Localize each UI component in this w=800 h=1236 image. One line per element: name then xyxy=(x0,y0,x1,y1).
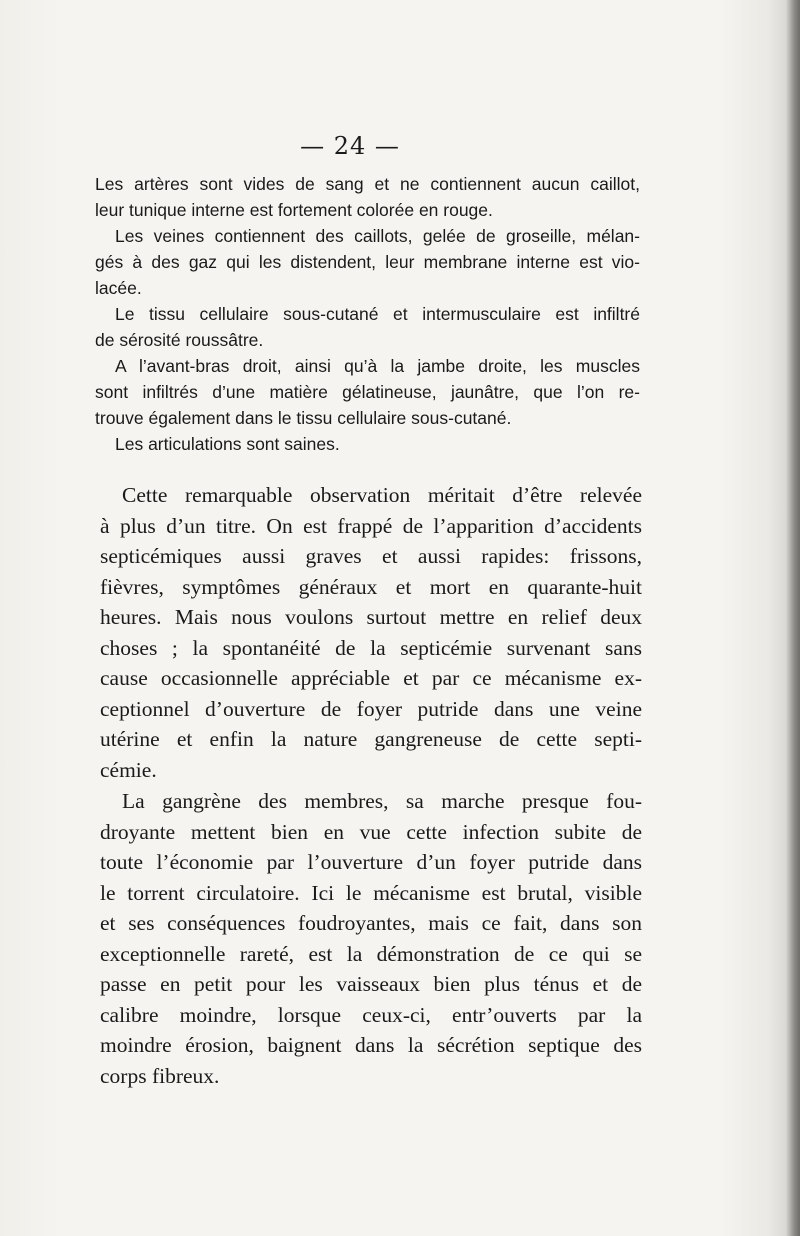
text-line: gés à des gaz qui les distendent, leur membrane interne est vio- xyxy=(95,252,640,272)
text-line: ceptionnel d’ouverture de foyer putride dans une veine xyxy=(100,696,642,721)
text-line: passe en petit pour les vaisseaux bien plus ténus et de xyxy=(100,972,642,996)
text-line: utérine et enfin la nature gangreneuse de cette septi- xyxy=(100,727,642,751)
text-line: Les articulations sont saines. xyxy=(115,434,340,454)
text-line: de sérosité roussâtre. xyxy=(95,330,264,350)
text-line: à plus d’un titre. On est frappé de l’apparition d’accidents xyxy=(100,513,642,538)
text-line: fièvres, symptômes généraux et mort en quarante-huit xyxy=(100,574,642,599)
text-line: droyante mettent bien en vue cette infection subite de xyxy=(100,819,642,844)
autopsy-findings xyxy=(95,171,640,457)
text-line: exceptionnelle rareté, est la démonstration de ce qui se xyxy=(100,941,642,966)
text-line: La gangrène des membres, sa marche presque fou- xyxy=(122,789,642,813)
page-number: — 24 — xyxy=(300,132,400,160)
text-line: cémie. xyxy=(100,757,157,782)
text-line: Les veines contiennent des caillots, gelée de groseille, mélan- xyxy=(115,226,640,246)
text-line: A l’avant-bras droit, ainsi qu’à la jambe droite, les muscles xyxy=(115,356,640,376)
commentary-paragraph-2 xyxy=(100,786,642,1091)
text-line: le torrent circulatoire. Ici le mécanisme est brutal, visible xyxy=(100,880,642,905)
text-line: leur tunique interne est fortement colorée en rouge. xyxy=(95,200,493,220)
text-line: septicémiques aussi graves et aussi rapides: frissons, xyxy=(100,544,642,568)
text-line: toute l’économie par l’ouverture d’un foyer putride dans xyxy=(100,850,642,874)
text-line: lacée. xyxy=(95,278,142,298)
text-line: Le tissu cellulaire sous-cutané et intermusculaire est infiltré xyxy=(115,304,640,324)
text-line: cause occasionnelle appréciable et par ce mécanisme ex- xyxy=(100,666,642,690)
text-line: Cette remarquable observation méritait d’être relevée xyxy=(122,483,642,507)
text-line: calibre moindre, lorsque ceux-ci, entr’ouverts par la xyxy=(100,1002,642,1027)
page-spine-shadow xyxy=(786,0,800,1236)
commentary-paragraph-1 xyxy=(100,480,642,785)
text-line: et ses conséquences foudroyantes, mais ce fait, dans son xyxy=(100,911,642,935)
text-line: Les artères sont vides de sang et ne contiennent aucun caillot, xyxy=(95,174,640,194)
text-line: choses ; la spontanéité de la septicémie survenant sans xyxy=(100,635,642,660)
text-line: sont infiltrés d’une matière gélatineuse, jaunâtre, que l’on re- xyxy=(95,382,640,402)
text-line: corps fibreux. xyxy=(100,1063,220,1088)
text-line: moindre érosion, baignent dans la sécrétion septique des xyxy=(100,1033,642,1057)
text-line: heures. Mais nous voulons surtout mettre en relief deux xyxy=(100,605,642,629)
text-line: trouve également dans le tissu cellulaire sous-cutané. xyxy=(95,408,512,428)
